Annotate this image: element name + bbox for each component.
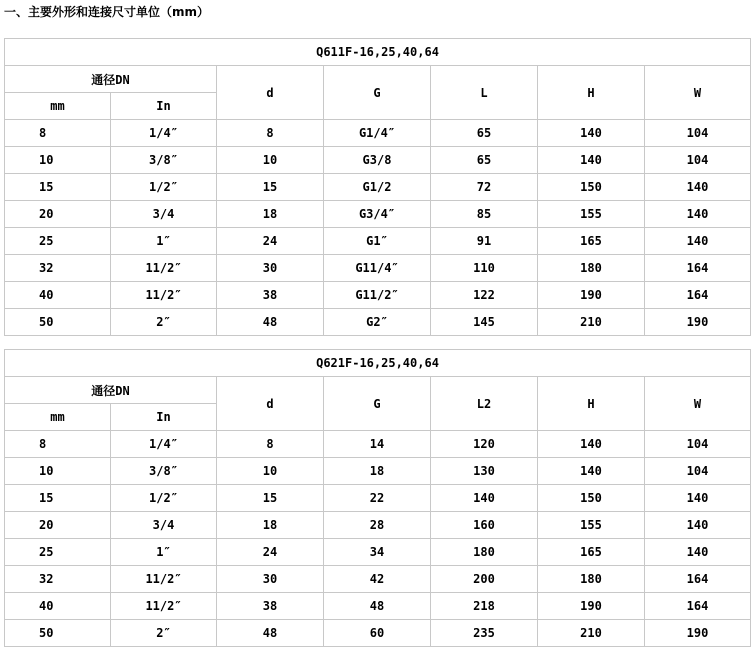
spec-table-q611f [4, 38, 751, 336]
table-cell: 10 [5, 458, 111, 485]
table-cell: 10 [217, 147, 324, 174]
table-cell: 104 [645, 147, 751, 174]
table-cell: 72 [431, 174, 538, 201]
table-cell: 38 [217, 593, 324, 620]
model-title: Q621F-16,25,40,64 [5, 350, 751, 377]
table-cell: 28 [324, 512, 431, 539]
table-row [5, 620, 751, 647]
table-cell: 60 [324, 620, 431, 647]
table-row [5, 309, 751, 336]
table-cell: 38 [217, 282, 324, 309]
table-row [5, 282, 751, 309]
table-cell: 10 [5, 147, 111, 174]
table-row [5, 431, 751, 458]
table-cell: 160 [431, 512, 538, 539]
table-cell: 8 [217, 120, 324, 147]
table-cell: G1/4″ [324, 120, 431, 147]
col-header-h: H [538, 377, 645, 431]
table-cell: 8 [5, 120, 111, 147]
table-cell: 18 [217, 512, 324, 539]
table-cell: 48 [217, 309, 324, 336]
table-cell: 130 [431, 458, 538, 485]
table-row [5, 120, 751, 147]
table-cell: G1″ [324, 228, 431, 255]
table-cell: 164 [645, 593, 751, 620]
table-cell: 165 [538, 539, 645, 566]
dn-header: 通径DN [5, 66, 217, 93]
col-header-w: W [645, 377, 751, 431]
table-body [5, 120, 751, 336]
table-cell: 10 [217, 458, 324, 485]
table-cell: 30 [217, 566, 324, 593]
table-cell: G11/4″ [324, 255, 431, 282]
col-header-g: G [324, 377, 431, 431]
table-cell: 140 [538, 147, 645, 174]
table-row [5, 174, 751, 201]
model-title: Q611F-16,25,40,64 [5, 39, 751, 66]
table-row [5, 593, 751, 620]
table-cell: 24 [217, 228, 324, 255]
table-cell: 110 [431, 255, 538, 282]
table-cell: 180 [538, 255, 645, 282]
table-row [5, 458, 751, 485]
table-cell: 91 [431, 228, 538, 255]
table-cell: 2″ [111, 309, 217, 336]
table-cell: 40 [5, 593, 111, 620]
table-cell: 20 [5, 512, 111, 539]
table-cell: 104 [645, 431, 751, 458]
table-cell: G1/2 [324, 174, 431, 201]
table-cell: 32 [5, 566, 111, 593]
table-cell: 25 [5, 539, 111, 566]
col-header-d: d [217, 377, 324, 431]
col-header-d: d [217, 66, 324, 120]
table-cell: 15 [5, 174, 111, 201]
table-row [5, 539, 751, 566]
table-cell: 50 [5, 309, 111, 336]
page-heading: 一、主要外形和连接尺寸单位（mm） [4, 5, 210, 19]
table-cell: 180 [538, 566, 645, 593]
table-row [5, 512, 751, 539]
table-cell: 210 [538, 309, 645, 336]
table-cell: 140 [645, 485, 751, 512]
table-cell: 104 [645, 120, 751, 147]
col-header-l: L [431, 66, 538, 120]
table-cell: 140 [538, 431, 645, 458]
table-cell: 140 [431, 485, 538, 512]
table-cell: 40 [5, 282, 111, 309]
table-row [5, 566, 751, 593]
table-row [5, 485, 751, 512]
table-cell: 11/2″ [111, 282, 217, 309]
table-cell: 48 [324, 593, 431, 620]
table-cell: 190 [538, 282, 645, 309]
sub-header-mm: mm [5, 93, 111, 120]
table-cell: 1/4″ [111, 431, 217, 458]
table-cell: 164 [645, 255, 751, 282]
table-cell: 1″ [111, 228, 217, 255]
table-cell: 85 [431, 201, 538, 228]
table-cell: 165 [538, 228, 645, 255]
col-header-l2: L2 [431, 377, 538, 431]
table-cell: 1/4″ [111, 120, 217, 147]
table-cell: 122 [431, 282, 538, 309]
table-cell: G2″ [324, 309, 431, 336]
table-cell: 1/2″ [111, 485, 217, 512]
table-cell: 218 [431, 593, 538, 620]
table-cell: 25 [5, 228, 111, 255]
sub-header-mm: mm [5, 404, 111, 431]
table-cell: 164 [645, 282, 751, 309]
table-cell: 190 [538, 593, 645, 620]
sub-header-in: In [111, 93, 217, 120]
table-cell: 8 [5, 431, 111, 458]
table-row [5, 255, 751, 282]
table-cell: 235 [431, 620, 538, 647]
table-cell: 155 [538, 201, 645, 228]
table-row [5, 147, 751, 174]
table-cell: 140 [645, 539, 751, 566]
table-cell: 18 [324, 458, 431, 485]
table-cell: 120 [431, 431, 538, 458]
table-row [5, 201, 751, 228]
table-cell: 30 [217, 255, 324, 282]
table-cell: 3/4 [111, 201, 217, 228]
table-cell: 20 [5, 201, 111, 228]
table-cell: G3/4″ [324, 201, 431, 228]
table-cell: 155 [538, 512, 645, 539]
table-cell: 48 [217, 620, 324, 647]
table-cell: 140 [645, 201, 751, 228]
table-cell: 18 [217, 201, 324, 228]
col-header-h: H [538, 66, 645, 120]
table-cell: 2″ [111, 620, 217, 647]
table-cell: 3/4 [111, 512, 217, 539]
table-cell: 1″ [111, 539, 217, 566]
table-cell: 15 [217, 174, 324, 201]
table-cell: 190 [645, 620, 751, 647]
sub-header-in: In [111, 404, 217, 431]
table-cell: 15 [217, 485, 324, 512]
table-cell: 140 [538, 120, 645, 147]
table-cell: 32 [5, 255, 111, 282]
table-cell: 24 [217, 539, 324, 566]
table-cell: 140 [645, 228, 751, 255]
dn-header: 通径DN [5, 377, 217, 404]
table-cell: 1/2″ [111, 174, 217, 201]
col-header-g: G [324, 66, 431, 120]
table-cell: 145 [431, 309, 538, 336]
table-cell: 65 [431, 120, 538, 147]
col-header-w: W [645, 66, 751, 120]
table-cell: 11/2″ [111, 593, 217, 620]
table-cell: 8 [217, 431, 324, 458]
table-cell: 3/8″ [111, 458, 217, 485]
table-cell: 150 [538, 485, 645, 512]
table-row [5, 228, 751, 255]
table-cell: G11/2″ [324, 282, 431, 309]
table-cell: 140 [538, 458, 645, 485]
table-cell: 210 [538, 620, 645, 647]
table-cell: 150 [538, 174, 645, 201]
table-cell: 164 [645, 566, 751, 593]
table-cell: 42 [324, 566, 431, 593]
table-cell: 190 [645, 309, 751, 336]
table-cell: 15 [5, 485, 111, 512]
table-cell: 22 [324, 485, 431, 512]
table-cell: 200 [431, 566, 538, 593]
table-cell: 65 [431, 147, 538, 174]
table-cell: 50 [5, 620, 111, 647]
table-cell: 3/8″ [111, 147, 217, 174]
table-cell: G3/8 [324, 147, 431, 174]
table-cell: 11/2″ [111, 255, 217, 282]
table-cell: 140 [645, 174, 751, 201]
table-cell: 34 [324, 539, 431, 566]
table-cell: 140 [645, 512, 751, 539]
spec-table-q621f [4, 349, 751, 647]
table-cell: 180 [431, 539, 538, 566]
table-cell: 14 [324, 431, 431, 458]
table-body [5, 431, 751, 647]
table-cell: 104 [645, 458, 751, 485]
table-cell: 11/2″ [111, 566, 217, 593]
